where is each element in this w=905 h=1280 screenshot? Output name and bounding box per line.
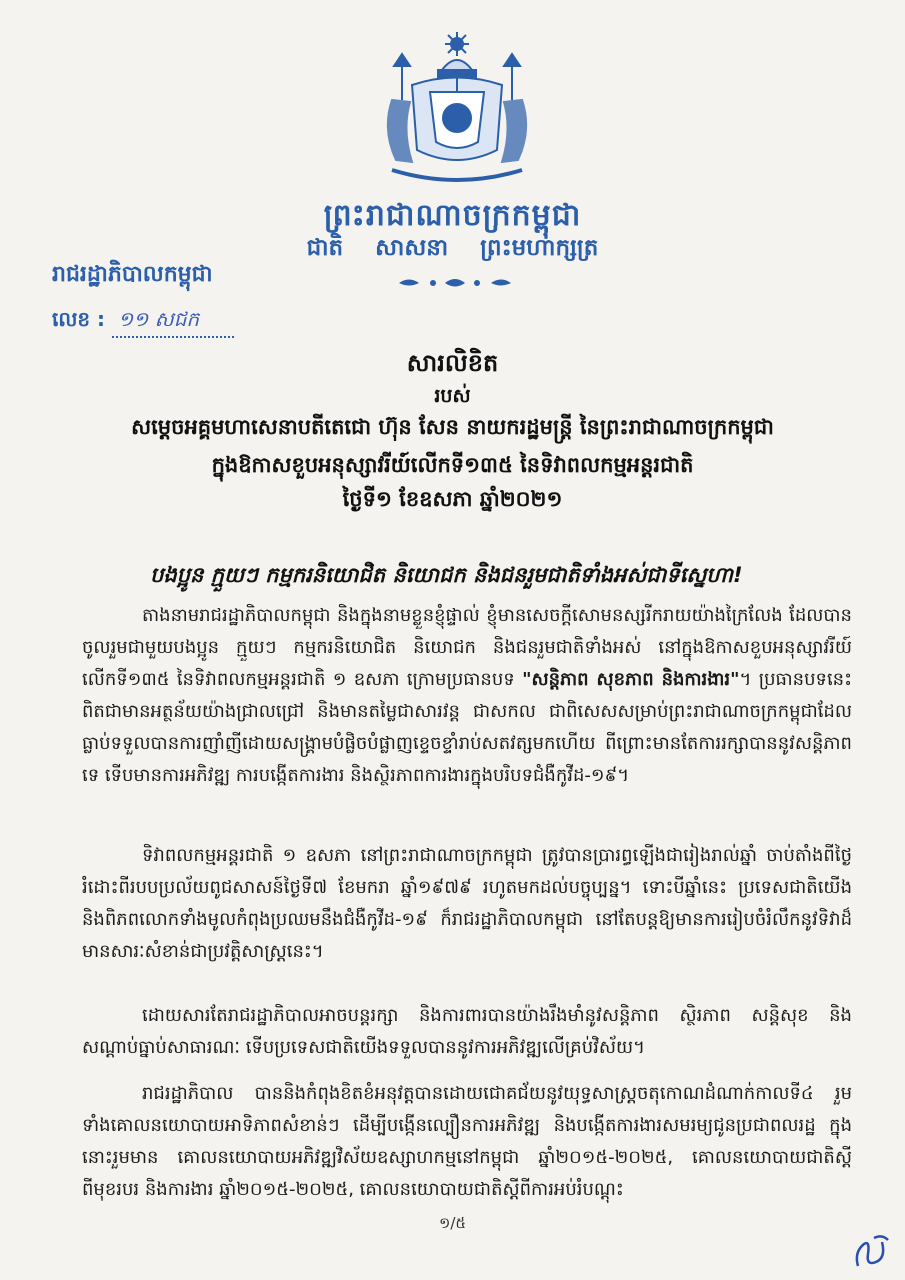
initials-signature-icon — [852, 1232, 894, 1272]
royal-arms-emblem-icon — [372, 30, 542, 190]
paragraph-3 — [82, 1000, 852, 1064]
paragraph-2 — [82, 840, 852, 968]
title-author: សម្ដេចអគ្គមហាសេនាបតីតេជោ ហ៊ុន សែន នាយករដ្ឋមន្ត្រី នៃព្រះរាជាណាចក្រកម្ពុជា — [131, 415, 774, 439]
paragraph-4 — [82, 1078, 852, 1206]
reference-value: ១១ សជក — [112, 306, 234, 338]
paragraph-3-text: ដោយសារតែរាជរដ្ឋាភិបាលអាចបន្តរក្សា និងការពារបានយ៉ាងរឹងមាំនូវសន្តិភាព ស្ថិរភាព សន្តិសុខ និងសណ្តាប់ធ្នាប់សាធារណៈ ទើបប្រទេសជាតិយើងទទួលបាននូវការអភិវឌ្ឍលើគ្រប់វិស័យ។ — [82, 1005, 852, 1058]
title-of: របស់ — [434, 385, 471, 407]
paragraph-2-text: ទិវាពលកម្មអន្តរជាតិ ១ ឧសភា នៅព្រះរាជាណាចក្រកម្ពុជា ត្រូវបានប្រារព្ធឡើងជារៀងរាល់ឆ្នាំ ចាប់តាំងពីថ្ងៃរំដោះពីរបបប្រល័យពូជសាសន៍ថ្ងៃទី៧ ខែមករា ឆ្នាំ១៩៧៩ រហូតមកដល់បច្ចុប្បន្ន។ ទោះបីឆ្នាំនេះ ប្រទេសជាតិយើង និងពិភពលោកទាំងមូលកំពុងប្រឈមនឹងជំងឺកូវីដ-១៩ ក៏រាជរដ្ឋាភិបាលកម្ពុជា នៅតែបន្តឱ្យមានការរៀបចំរំលឹកនូវទិវាដ៏មានសារៈសំខាន់ជាប្រវត្តិសាស្ត្រនេះ។ — [82, 845, 852, 962]
document-title: សារលិខិត — [406, 349, 499, 377]
page-number: ១/៥ — [438, 1214, 467, 1232]
title-occasion: ក្នុងឱកាសខួបអនុស្សាវរីយ៍លើកទី១៣៥ នៃទិវាពលកម្មអន្តរជាតិ — [211, 453, 694, 477]
paragraph-1-b: ។ ប្រធានបទនេះ ពិតជាមានអត្ថន័យយ៉ាងជ្រាលជ្រៅ និងមានតម្លៃជាសារវន្ត ជាសកល ជាពិសេសសម្រាប់ព្រះរាជាណាចក្រកម្ពុជាដែលធ្លាប់ទទួលបានការញាំញីដោយសង្គ្រាមបំផ្លិចបំផ្លាញខ្ទេចខ្ទាំរាប់សតវត្សមកហើយ ពីព្រោះមានតែការរក្សាបាននូវសន្តិភាពទេ ទើបមានការអភិវឌ្ឍ ការបង្កើតការងារ និងស្ថិរភាពការងារក្នុងបរិបទជំងឺកូវីដ-១៩។ — [82, 669, 852, 786]
title-date: ថ្ងៃទី១ ខែឧសភា ឆ្នាំ២០២១ — [342, 487, 563, 511]
salutation: បងប្អូន ក្មួយៗ កម្មករនិយោជិត និយោជក និងជនរួមជាតិទាំងអស់ជាទីស្នេហា! — [150, 563, 743, 587]
paragraph-1 — [82, 600, 852, 792]
paragraph-1-theme: "សន្តិភាព សុខភាព និងការងារ" — [522, 669, 740, 690]
reference-label: លេខ : — [52, 307, 106, 331]
government-name: រាជរដ្ឋាភិបាលកម្ពុជា — [52, 262, 213, 287]
national-motto: ជាតិ សាសនា ព្រះមហាក្សត្រ — [306, 235, 599, 261]
paragraph-4-text: រាជរដ្ឋាភិបាល បាននិងកំពុងខិតខំអនុវត្តបានដោយជោគជ័យនូវយុទ្ធសាស្ត្រចតុកោណដំណាក់កាលទី៤ រួមទាំងគោលនយោបាយអាទិភាពសំខាន់ៗ ដើម្បីបង្កើនល្បឿនការអភិវឌ្ឍ និងបង្កើតការងារសមរម្យជូនប្រជាពលរដ្ឋ ក្នុងនោះរួមមាន គោលនយោបាយអភិវឌ្ឍវិស័យឧស្សាហកម្មនៅកម្ពុជា ឆ្នាំ២០១៥-២០២៥, គោលនយោបាយជាតិស្តីពីមុខរបរ និងការងារ ឆ្នាំ២០១៥-២០២៥, គោលនយោបាយជាតិស្តីពីការអប់រំបណ្តុះ — [82, 1083, 852, 1200]
ornament-divider-icon — [395, 276, 515, 290]
reference-number — [52, 306, 234, 338]
kingdom-name: ព្រះរាជាណាចក្រកម្ពុជា — [323, 198, 582, 233]
paragraph-1-a: តាងនាមរាជរដ្ឋាភិបាលកម្ពុជា និងក្នុងនាមខ្លួនខ្ញុំផ្ទាល់ ខ្ញុំមានសេចក្តីសោមនស្សរីករាយយ៉ាងក្រៃលែង ដែលបានចូលរួមជាមួយបងប្អូន ក្មួយៗ កម្មករនិយោជិត និយោជក និងជនរួមជាតិទាំងអស់ នៅក្នុងឱកាសខួបអនុស្សាវរីយ៍លើកទី១៣៥ នៃទិវាពលកម្មអន្តរជាតិ ១ ឧសភា ក្រោមប្រធានបទ — [82, 605, 852, 690]
